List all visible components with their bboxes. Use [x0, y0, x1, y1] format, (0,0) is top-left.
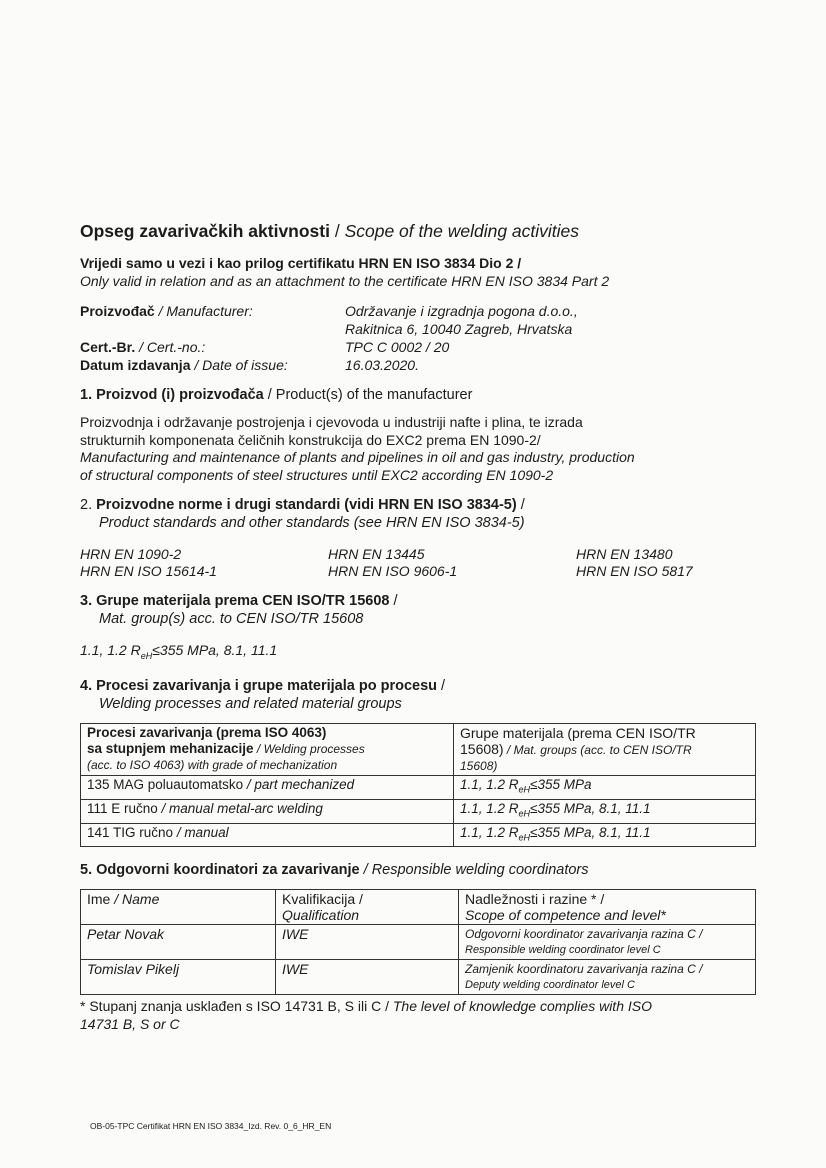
- table-row: Tomislav Pikelj IWE Zamjenik koordinatoru zavarivanja razina C / Deputy welding coordinator level C: [81, 960, 756, 995]
- section-1-text: Proizvodnja i održavanje postrojenja i cjevovoda u industriji nafte i plina, te izrada strukturnih komponenata čeličnih konstrukcija do EXC2 prema EN 1090-2/ Manufacturing and maintenance of plants and pipelines in oil and gas industry, production of structural components of steel structures until EXC2 according EN 1090-2: [80, 414, 635, 483]
- table-header-row: Procesi zavarivanja (prema ISO 4063) sa stupnjem mehanizacije / Welding processes (acc. to ISO 4063) with grade of mechanization Grupe materijala (prema CEN ISO/TR 15608) / Mat. groups (acc. to CEN ISO/TR 15608): [81, 724, 756, 776]
- table-row: 135 MAG poluautomatsko / part mechanized 1.1, 1.2 $R_{eH}\le 355$ MPa: [81, 776, 756, 800]
- material-groups: 1.1, 1.2 $R_{eH}\le 355$ MPa, 8.1, 11.1: [80, 642, 278, 661]
- table-row: 111 E ručno / manual metal-arc welding 1.1, 1.2 $R_{eH}\le 355$ MPa, 8.1, 11.1: [81, 799, 756, 823]
- page-title: Opseg zavarivačkih aktivnosti / Scope of the welding activities: [80, 221, 580, 241]
- standard-item: HRN EN ISO 9606-1: [328, 563, 458, 579]
- document-body: [80, 220, 760, 1033]
- coordinators-table: [80, 889, 756, 995]
- section-5-heading: 5. Odgovorni koordinatori za zavarivanje / Responsible welding coordinators: [80, 862, 589, 879]
- knowledge-note: * Stupanj znanja usklađen s ISO 14731 B, S ili C / The level of knowledge complies with ISO 14731 B, S or C: [80, 998, 652, 1032]
- certificate-info: Proizvođač / Manufacturer: Održavanje i izgradnja pogona d.o.o., Rakitnica 6, 10040 Zagreb, Hrvatska Cert.-Br. / Cert.-no.: TPC C 0002 / 20 Datum izdavanja / Date of issue: 16.03.2020.: [80, 303, 578, 373]
- standard-item: HRN EN 13480: [576, 546, 673, 562]
- standard-item: HRN EN 13445: [328, 546, 425, 562]
- table-row: 141 TIG ručno / manual 1.1, 1.2 $R_{eH}\le 355$ MPa, 8.1, 11.1: [81, 823, 756, 847]
- section-3-heading: 3. Grupe materijala prema CEN ISO/TR 15608 / Mat. group(s) acc. to CEN ISO/TR 15608: [80, 593, 398, 627]
- section-1-heading: 1. Proizvod (i) proizvođača / Product(s) of the manufacturer: [80, 387, 473, 403]
- standard-item: HRN EN 1090-2: [80, 546, 182, 562]
- standard-item: HRN EN ISO 5817: [576, 563, 693, 579]
- table-header-row: Ime / Name Kvalifikacija / Qualification Nadležnosti i razine * / Scope of competence and level*: [81, 890, 756, 925]
- standard-item: HRN EN ISO 15614-1: [80, 563, 217, 579]
- validity-note: Vrijedi samo u vezi i kao prilog certifikatu HRN EN ISO 3834 Dio 2 / Only valid in relation and as an attachment to the certificate HRN EN ISO 3834 Part 2: [80, 255, 610, 289]
- standards-list: [80, 546, 760, 580]
- document-footer: OB-05-TPC Certifikat HRN EN ISO 3834_Izd. Rev. 0_6_HR_EN: [90, 1121, 332, 1131]
- section-4-heading: 4. Procesi zavarivanja i grupe materijala po procesu / Welding processes and related material groups: [80, 678, 446, 713]
- welding-processes-table: [80, 723, 756, 847]
- section-2-heading: 2. Proizvodne norme i drugi standardi (vidi HRN EN ISO 3834-5) / Product standards and other standards (see HRN EN ISO 3834-5): [80, 497, 525, 531]
- table-row: Petar Novak IWE Odgovorni koordinator zavarivanja razina C / Responsible welding coordinator level C: [81, 925, 756, 960]
